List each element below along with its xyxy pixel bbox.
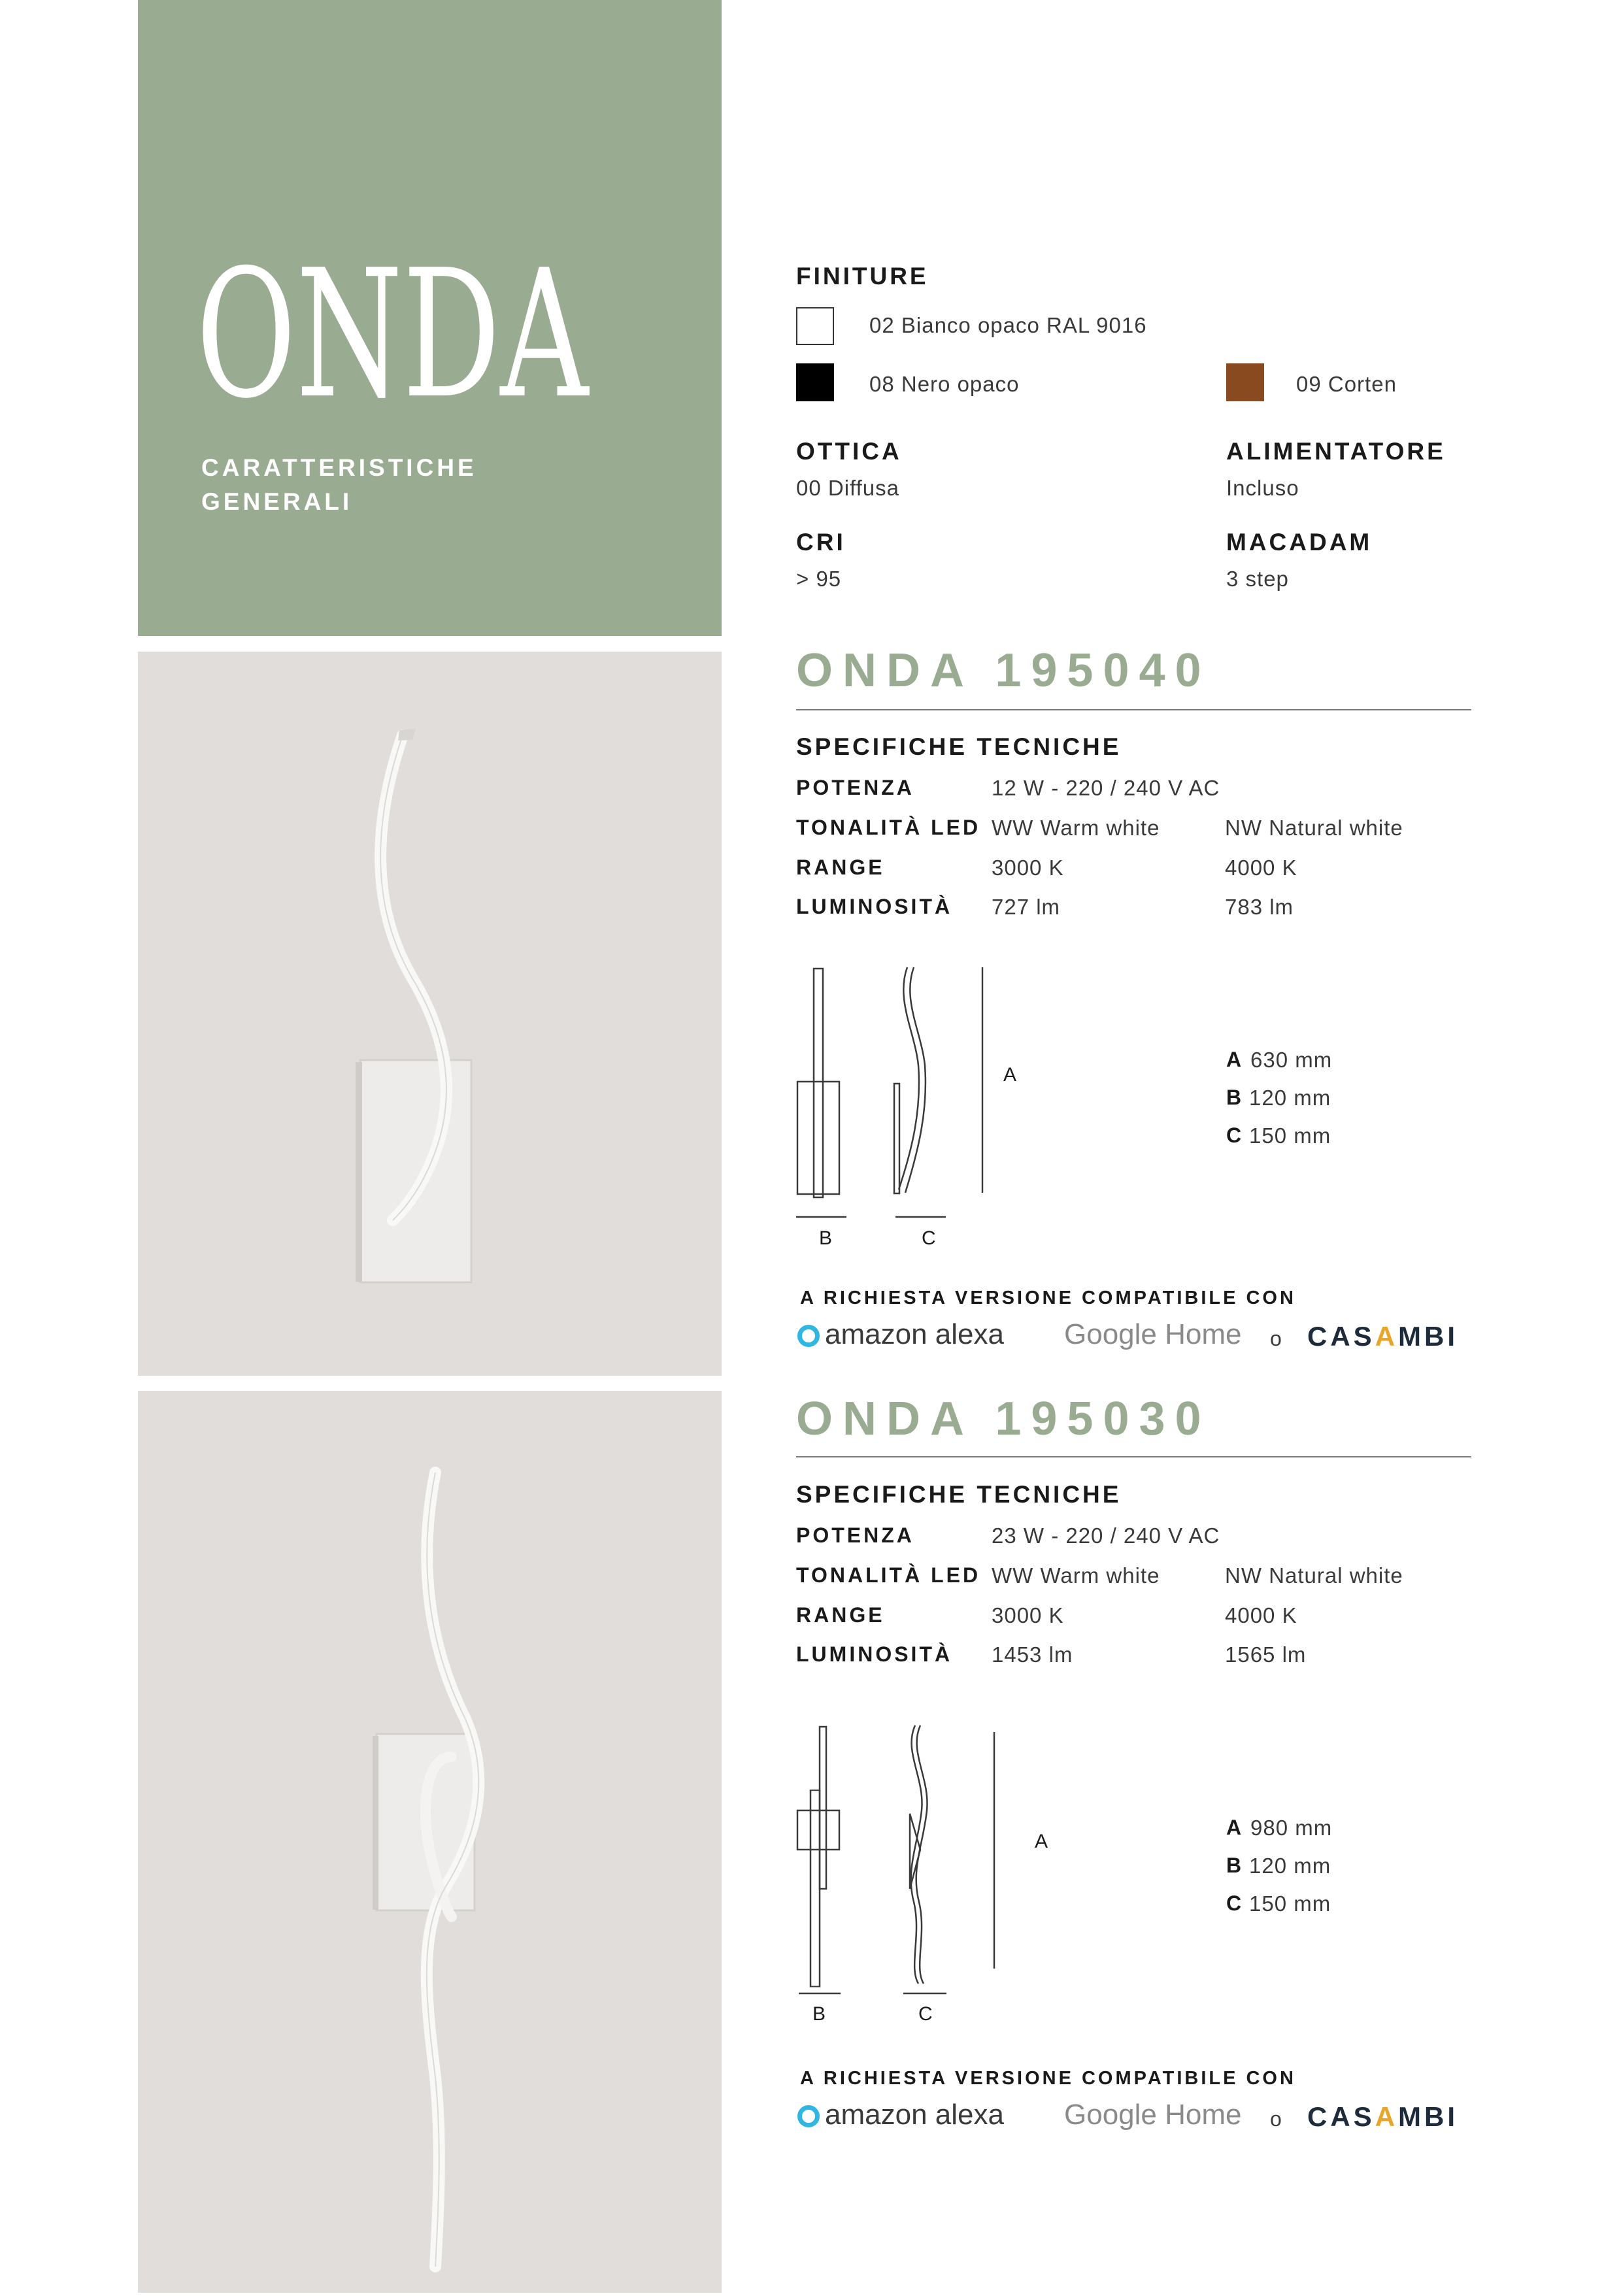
dim-a-label: A — [1226, 1048, 1242, 1071]
range-ww: 3000 K — [992, 856, 1064, 880]
brand-logo — [190, 225, 595, 437]
drawing-label-c: C — [922, 1227, 936, 1249]
macadam-label: MACADAM — [1226, 529, 1373, 556]
dim-b-label: B — [1226, 1854, 1242, 1877]
casambi-logo — [1307, 1321, 1458, 1352]
model-divider — [796, 1456, 1471, 1457]
specs-heading: SPECIFICHE TECNICHE — [796, 1481, 1122, 1508]
casambi-text-1: CAS — [1307, 1321, 1375, 1352]
casambi-text-1: CAS — [1307, 2101, 1375, 2132]
finish-swatch-black — [796, 363, 834, 401]
dim-a-value: 980 mm — [1250, 1816, 1333, 1840]
dim-b-value: 120 mm — [1249, 1086, 1331, 1110]
alexa-icon — [797, 1325, 820, 1347]
drawing-label-a: A — [1035, 1831, 1048, 1852]
brand-subtitle-line2: GENERALI — [201, 488, 353, 515]
drawing-label-b: B — [819, 1227, 833, 1249]
model-title-195040: ONDA 195040 — [796, 644, 1211, 697]
model-divider — [796, 709, 1471, 710]
drawing-label-c: C — [918, 2003, 933, 2025]
range-nw: 4000 K — [1225, 1603, 1297, 1627]
compat-heading: A RICHIESTA VERSIONE COMPATIBILE CON — [800, 1288, 1296, 1308]
cri-value: > 95 — [796, 567, 842, 591]
tonalita-nw: NW Natural white — [1225, 1563, 1403, 1588]
range-label: RANGE — [796, 1603, 885, 1627]
range-nw: 4000 K — [1225, 856, 1297, 880]
finish-white-label: 02 Bianco opaco RAL 9016 — [869, 313, 1147, 337]
macadam-value: 3 step — [1226, 567, 1289, 591]
tonalita-ww: WW Warm white — [992, 1563, 1160, 1588]
luminosita-label: LUMINOSITÀ — [796, 1642, 953, 1666]
casambi-text-accent: A — [1375, 1321, 1399, 1352]
potenza-label: POTENZA — [796, 776, 914, 799]
tonalita-ww: WW Warm white — [992, 816, 1160, 840]
dim-a-label: A — [1226, 1816, 1242, 1839]
ottica-label: OTTICA — [796, 438, 902, 465]
brand-title: ONDA — [196, 231, 592, 437]
alimentatore-label: ALIMENTATORE — [1226, 438, 1446, 465]
tonalita-label: TONALITÀ LED — [796, 1563, 981, 1587]
luminosita-nw: 783 lm — [1225, 895, 1294, 919]
range-ww: 3000 K — [992, 1603, 1064, 1627]
finish-swatch-white — [796, 307, 834, 345]
finiture-label: FINITURE — [796, 263, 929, 290]
luminosita-ww: 1453 lm — [992, 1642, 1073, 1667]
alexa-logo — [797, 2099, 1004, 2131]
technical-drawing-195030 — [791, 1719, 1007, 2013]
or-text: o — [1270, 2107, 1282, 2131]
drawing-label-b: B — [812, 2003, 826, 2025]
google-home-logo: Google Home — [1064, 1318, 1242, 1350]
finish-black-label: 08 Nero opaco — [869, 372, 1020, 396]
dim-c-value: 150 mm — [1249, 1891, 1331, 1916]
potenza-value: 23 W - 220 / 240 V AC — [992, 1523, 1220, 1548]
alexa-logo — [797, 1318, 1004, 1351]
dim-c-label: C — [1226, 1891, 1242, 1915]
luminosita-ww: 727 lm — [992, 895, 1061, 919]
dim-c-label: C — [1226, 1123, 1242, 1147]
dim-b-value: 120 mm — [1249, 1854, 1331, 1878]
range-label: RANGE — [796, 856, 885, 879]
drawing-label-a: A — [1003, 1064, 1017, 1086]
brand-subtitle — [201, 451, 477, 519]
ottica-value: 00 Diffusa — [796, 476, 899, 500]
alexa-icon — [797, 2105, 820, 2127]
dim-a-value: 630 mm — [1250, 1048, 1333, 1072]
specs-heading: SPECIFICHE TECNICHE — [796, 733, 1122, 760]
brand-subtitle-line1: CARATTERISTICHE — [201, 454, 477, 481]
potenza-value: 12 W - 220 / 240 V AC — [992, 776, 1220, 800]
finish-swatch-corten — [1226, 363, 1264, 401]
compat-heading: A RICHIESTA VERSIONE COMPATIBILE CON — [800, 2068, 1296, 2089]
casambi-text-2: MBI — [1398, 2101, 1459, 2132]
alexa-text: amazon alexa — [825, 1318, 1004, 1350]
google-home-logo: Google Home — [1064, 2099, 1242, 2131]
technical-drawing-195040 — [791, 961, 1007, 1268]
dim-b-label: B — [1226, 1086, 1242, 1109]
alexa-text: amazon alexa — [825, 2099, 1004, 2131]
product-photo-195030 — [138, 1391, 722, 2293]
alimentatore-value: Incluso — [1226, 476, 1299, 500]
tonalita-nw: NW Natural white — [1225, 816, 1403, 840]
luminosita-label: LUMINOSITÀ — [796, 895, 953, 918]
dim-c-value: 150 mm — [1249, 1123, 1331, 1148]
cri-label: CRI — [796, 529, 846, 556]
tonalita-label: TONALITÀ LED — [796, 816, 981, 839]
luminosita-nw: 1565 lm — [1225, 1642, 1307, 1667]
product-photo-195040 — [138, 652, 722, 1376]
or-text: o — [1270, 1327, 1282, 1350]
potenza-label: POTENZA — [796, 1523, 914, 1547]
casambi-text-accent: A — [1375, 2101, 1399, 2132]
casambi-text-2: MBI — [1398, 1321, 1459, 1352]
finish-corten-label: 09 Corten — [1296, 372, 1397, 396]
casambi-logo — [1307, 2101, 1458, 2133]
model-title-195030: ONDA 195030 — [796, 1393, 1211, 1445]
